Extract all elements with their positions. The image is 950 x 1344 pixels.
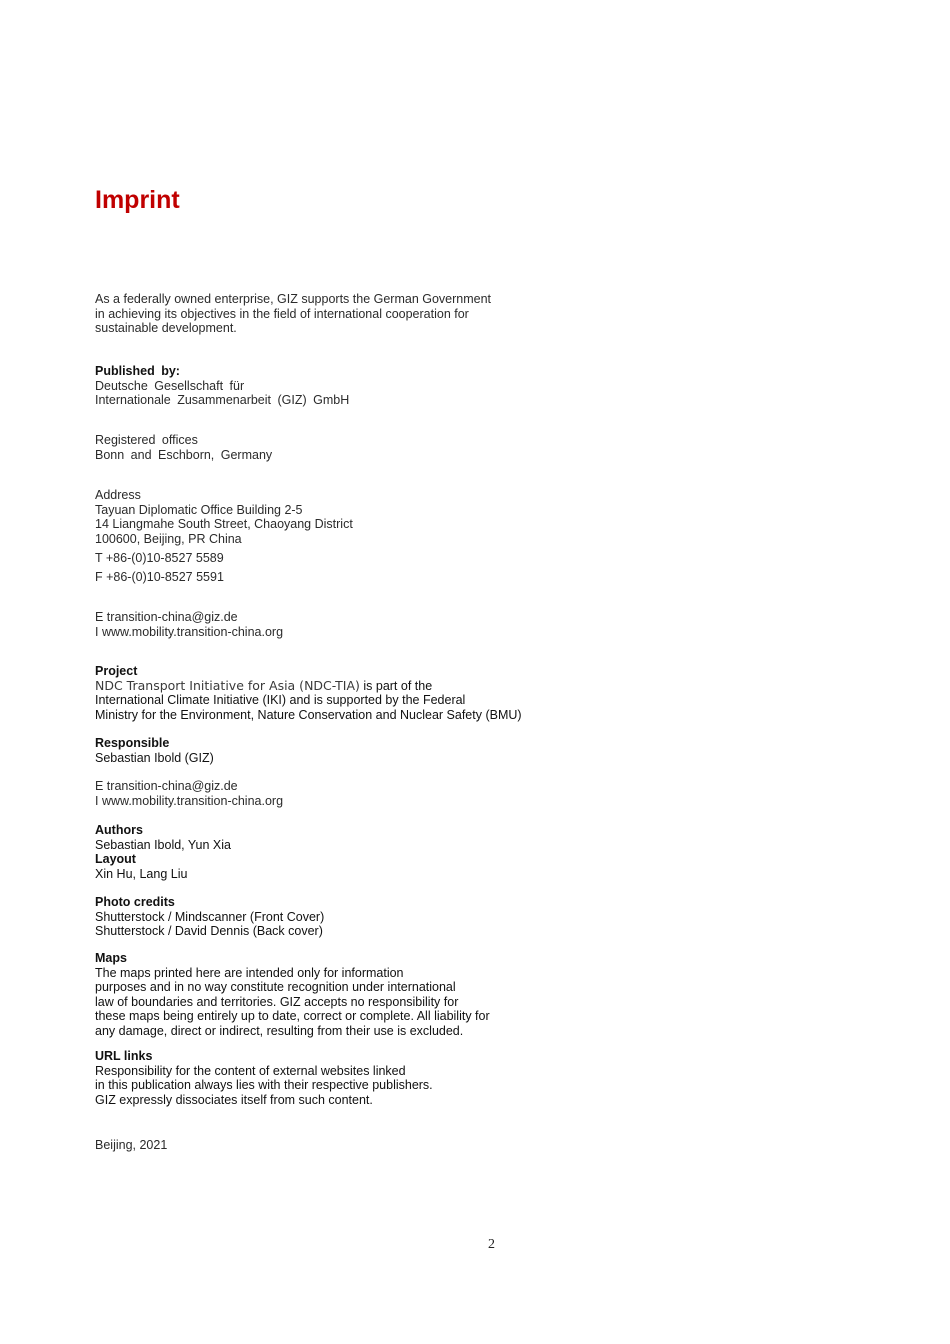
responsible-contact — [95, 779, 283, 808]
address-label: Address — [95, 488, 141, 502]
address-line: 14 Liangmahe South Street, Chaoyang District — [95, 517, 353, 531]
authors-value: Sebastian Ibold, Yun Xia — [95, 837, 231, 852]
photo-credits-section — [95, 895, 324, 939]
project-name: NDC Transport Initiative for Asia (NDC-TIA) — [95, 677, 360, 693]
place-date-text: Beijing, 2021 — [95, 1138, 168, 1152]
phone-number — [95, 551, 224, 566]
published-by-label: Published by: — [95, 364, 180, 378]
phone-line: T +86-(0)10-8527 5589 — [95, 551, 224, 565]
contact-email[interactable]: E transition-china@giz.de — [95, 610, 238, 624]
layout-label: Layout — [95, 852, 136, 866]
authors-section — [95, 823, 231, 881]
address-section — [95, 488, 353, 546]
responsible-section — [95, 736, 214, 765]
responsible-website[interactable]: I www.mobility.transition-china.org — [95, 793, 284, 808]
maps-section — [95, 951, 490, 1038]
registered-offices-section — [95, 433, 272, 462]
responsible-name: Sebastian Ibold (GIZ) — [95, 750, 214, 765]
fax-number — [95, 570, 224, 585]
address-line: Tayuan Diplomatic Office Building 2-5 — [95, 502, 303, 517]
url-links-section — [95, 1049, 433, 1107]
layout-value: Xin Hu, Lang Liu — [95, 866, 188, 881]
intro-paragraph — [95, 292, 491, 336]
intro-line: As a federally owned enterprise, GIZ supports the German Government — [95, 292, 492, 306]
page-number: 2 — [488, 1237, 495, 1252]
place-date — [95, 1138, 167, 1153]
url-links-line: in this publication always lies with their respective publishers. — [95, 1078, 433, 1092]
intro-line: sustainable development. — [95, 321, 237, 335]
intro-line: in achieving its objectives in the field of international cooperation for — [95, 306, 469, 321]
contact-website[interactable]: I www.mobility.transition-china.org — [95, 624, 284, 639]
published-by-section — [95, 364, 349, 408]
address-line: 100600, Beijing, PR China — [95, 531, 242, 546]
project-name-suffix: is part of the — [359, 678, 433, 693]
photo-credit-line: Shutterstock / Mindscanner (Front Cover) — [95, 909, 325, 924]
contact-section — [95, 610, 283, 639]
url-links-line: GIZ expressly dissociates itself from such content. — [95, 1092, 373, 1107]
publisher-line: Internationale Zusammenarbeit (GIZ) GmbH — [95, 393, 350, 407]
url-links-line: Responsibility for the content of external websites linked — [95, 1063, 406, 1078]
page-title: Imprint — [95, 186, 180, 214]
project-label: Project — [95, 664, 138, 678]
maps-line: purposes and in no way constitute recognition under international — [95, 980, 456, 994]
maps-line: law of boundaries and territories. GIZ accepts no responsibility for — [95, 994, 459, 1009]
responsible-label: Responsible — [95, 736, 170, 750]
project-line: International Climate Initiative (IKI) and is supported by the Federal — [95, 693, 466, 707]
url-links-label: URL links — [95, 1049, 153, 1063]
photo-credits-label: Photo credits — [95, 895, 175, 909]
photo-credit-line: Shutterstock / David Dennis (Back cover) — [95, 924, 323, 938]
project-line: Ministry for the Environment, Nature Conservation and Nuclear Safety (BMU) — [95, 707, 522, 722]
registered-offices-label: Registered offices — [95, 433, 198, 447]
publisher-line: Deutsche Gesellschaft für — [95, 378, 245, 393]
maps-line: these maps being entirely up to date, correct or complete. All liability for — [95, 1009, 490, 1023]
project-first-line — [95, 679, 522, 694]
fax-line: F +86-(0)10-8527 5591 — [95, 570, 224, 584]
maps-label: Maps — [95, 951, 127, 965]
maps-line: The maps printed here are intended only for information — [95, 965, 404, 980]
project-section — [95, 664, 522, 722]
responsible-email[interactable]: E transition-china@giz.de — [95, 779, 238, 793]
authors-label: Authors — [95, 823, 143, 837]
registered-offices-value: Bonn and Eschborn, Germany — [95, 447, 273, 462]
maps-line: any damage, direct or indirect, resulting from their use is excluded. — [95, 1023, 464, 1038]
